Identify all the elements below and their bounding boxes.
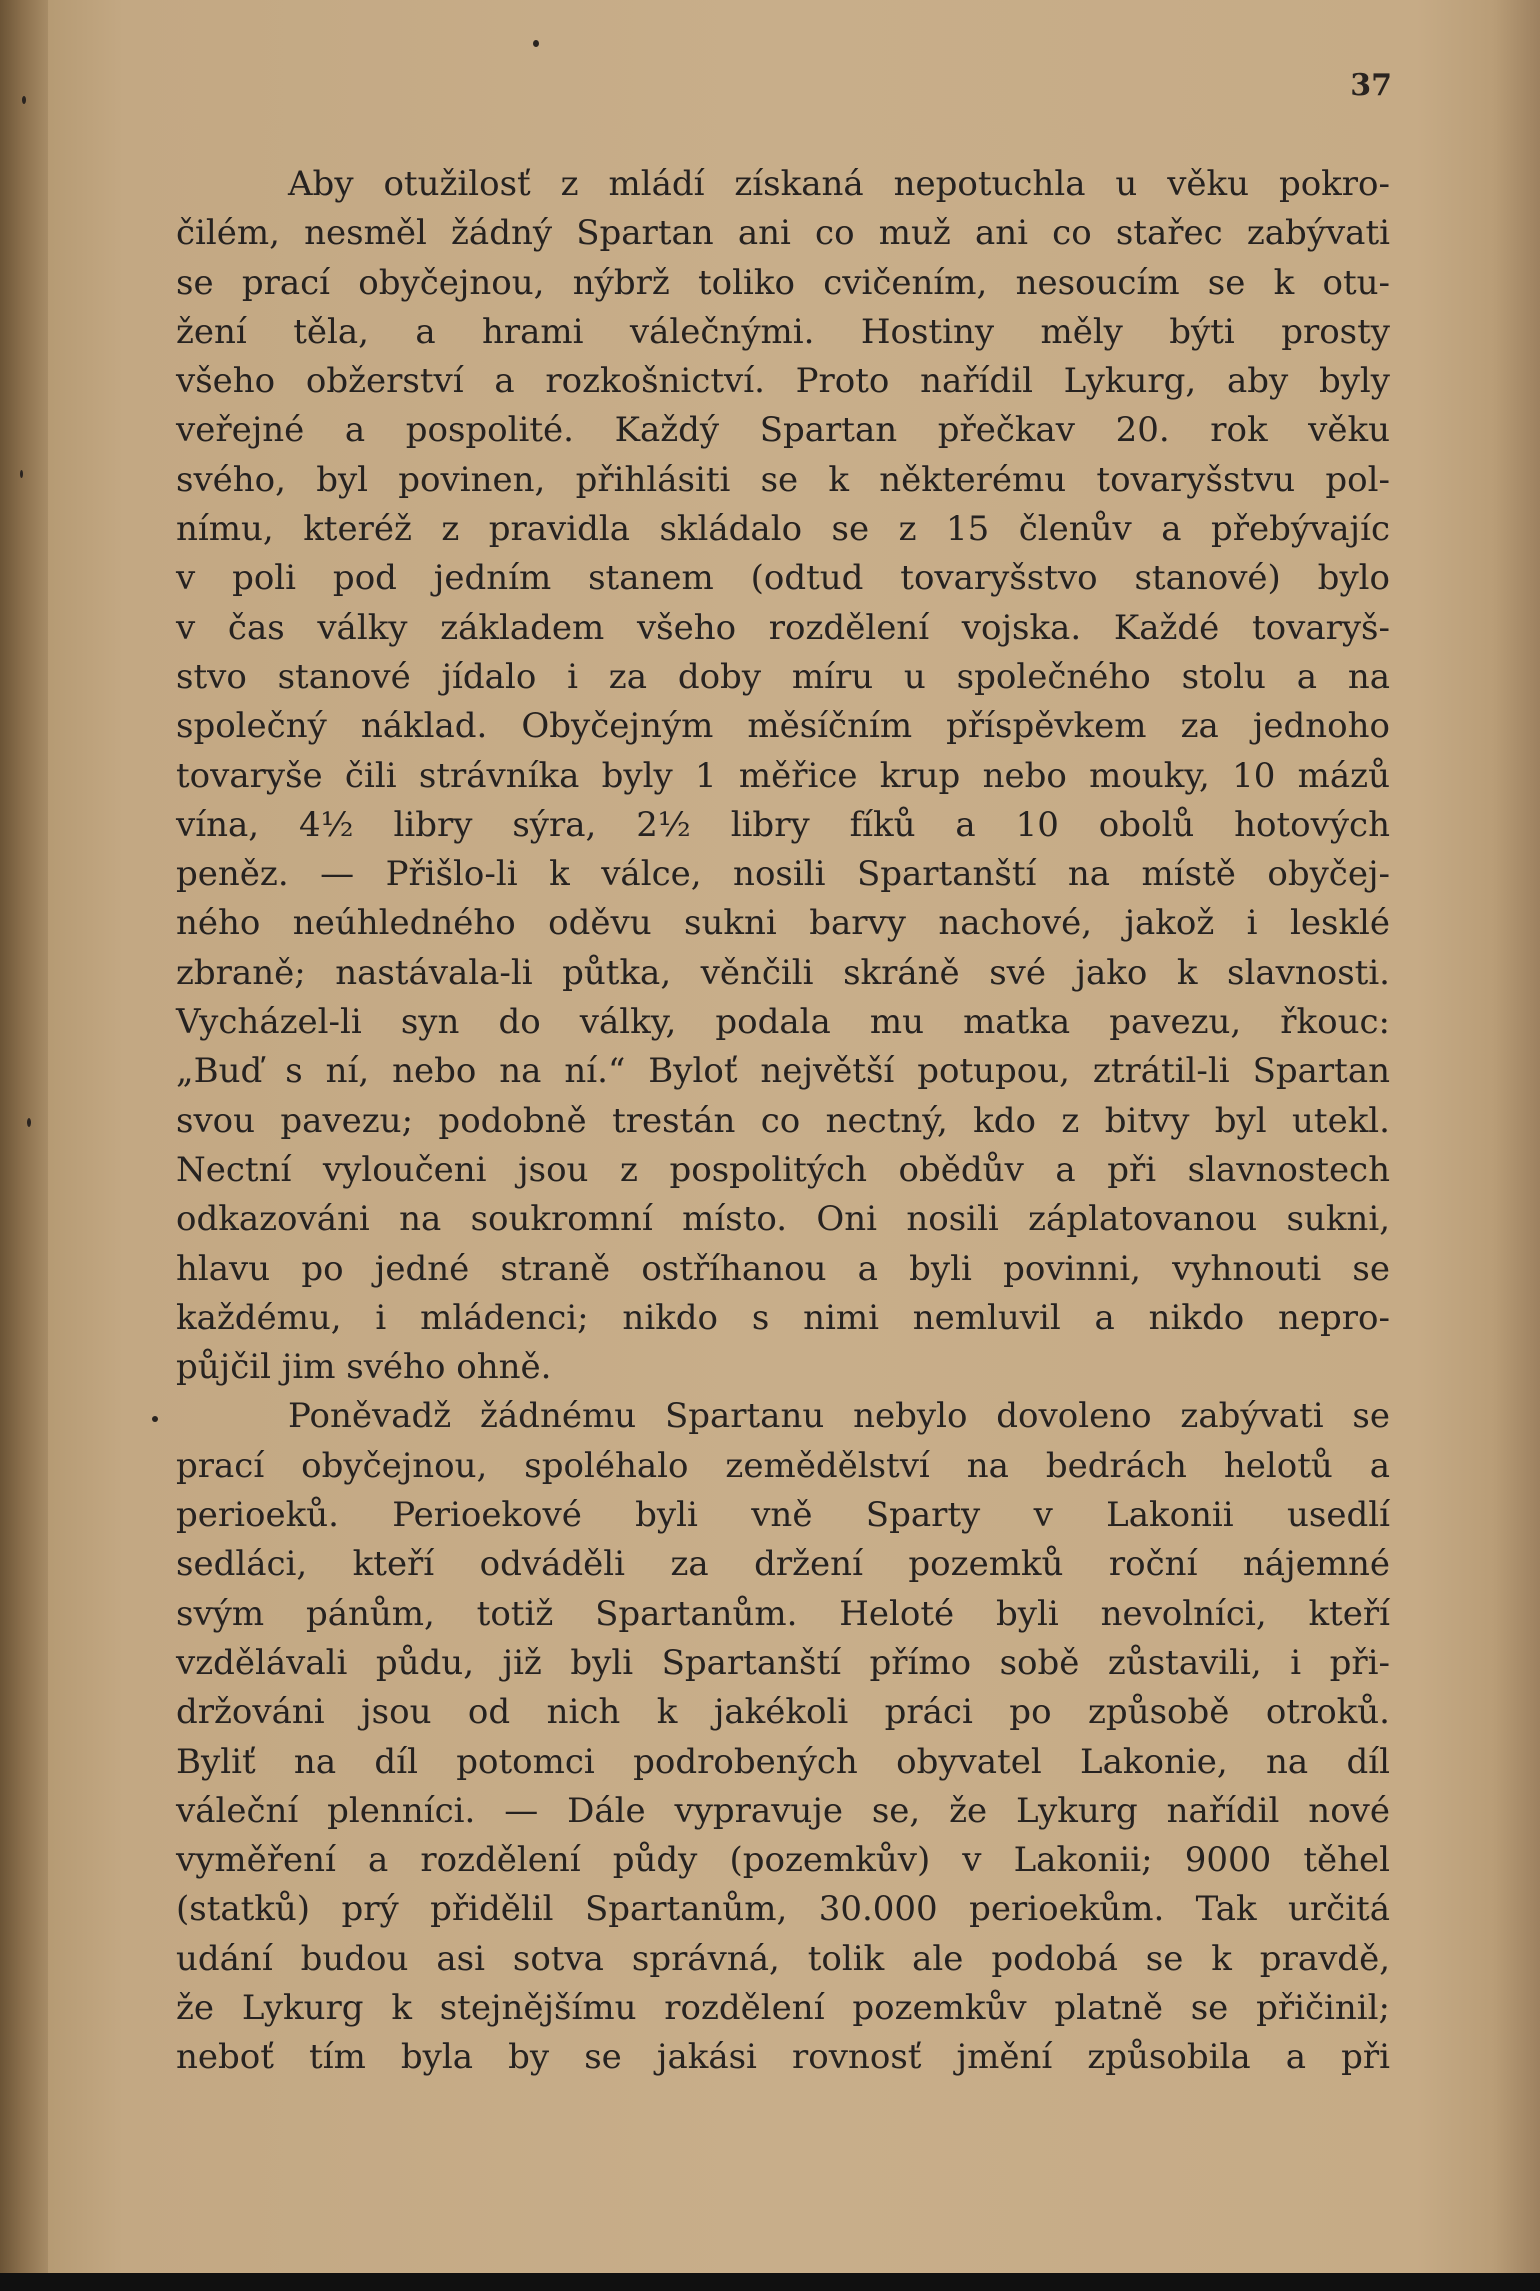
- ink-speck: [20, 470, 23, 478]
- paragraph-1-line-11: stvo stanové jídalo i za doby míru u společného stolu a na: [176, 656, 1390, 697]
- paragraph-1-line-10: v čas války základem všeho rozdělení vojska. Každé tovaryš-: [176, 607, 1390, 648]
- ink-speck: [152, 1416, 158, 1422]
- paragraph-1-line-4: žení těla, a hrami válečnými. Hostiny měly býti prosty: [176, 311, 1390, 352]
- paragraph-1-line-20: svou pavezu; podobně trestán co nectný, kdo z bitvy byl utekl.: [176, 1100, 1390, 1141]
- paragraph-1-line-3: se prací obyčejnou, nýbrž toliko cvičením, nesoucím se k otu-: [176, 262, 1390, 303]
- body-text: [176, 160, 1390, 2083]
- paragraph-2-line-5: svým pánům, totiž Spartanům. Heloté byli nevolníci, kteří: [176, 1593, 1390, 1634]
- paragraph-1-line-14: vína, 4½ libry sýra, 2½ libry fíků a 10 obolů hotových: [176, 804, 1390, 845]
- paragraph-2-line-1: Poněvadž žádnému Spartanu nebylo dovoleno zabývati se: [288, 1396, 1390, 1437]
- paragraph-1-line-18: Vycházel-li syn do války, podala mu matka pavezu, řkouc:: [176, 1002, 1390, 1043]
- paragraph-2-line-7: držováni jsou od nich k jakékoli práci po způsobě otroků.: [176, 1692, 1390, 1733]
- paragraph-1-line-23: hlavu po jedné straně ostříhanou a byli povinni, vyhnouti se: [176, 1248, 1390, 1289]
- paragraph-2-line-12: udání budou asi sotva správná, tolik ale podobá se k pravdě,: [176, 1938, 1390, 1979]
- paragraph-2-line-14: neboť tím byla by se jakási rovnosť jmění způsobila a při: [176, 2037, 1390, 2078]
- paragraph-1-line-17: zbraně; nastávala-li půtka, věnčili skráně své jako k slavnosti.: [176, 952, 1390, 993]
- paragraph-2-line-4: sedláci, kteří odváděli za držení pozemků roční nájemné: [176, 1544, 1390, 1585]
- paragraph-2-line-2: prací obyčejnou, spoléhalo zemědělství na bedrách helotů a: [176, 1445, 1390, 1486]
- book-spine-shadow: [0, 0, 48, 2291]
- paragraph-1-line-9: v poli pod jedním stanem (odtud tovaryšstvo stanové) bylo: [176, 558, 1390, 599]
- paragraph-2-line-6: vzdělávali půdu, již byli Spartanští přímo sobě zůstavili, i při-: [176, 1642, 1390, 1683]
- page-number: 37: [1350, 68, 1392, 103]
- paragraph-1-line-6: veřejné a pospolité. Každý Spartan přečkav 20. rok věku: [176, 410, 1390, 451]
- ink-speck: [22, 96, 26, 104]
- paragraph-2-line-13: že Lykurg k stejnějšímu rozdělení pozemkův platně se přičinil;: [176, 1987, 1390, 2028]
- paragraph-1-line-1: Aby otužilosť z mládí získaná nepotuchla u věku pokro-: [288, 164, 1390, 204]
- paragraph-2-line-9: váleční plenníci. — Dále vypravuje se, že Lykurg nařídil nové: [176, 1790, 1390, 1831]
- paragraph-1-line-2: čilém, nesměl žádný Spartan ani co muž ani co stařec zabývati: [176, 213, 1390, 254]
- paragraph-2-line-11: (statků) prý přidělil Spartanům, 30.000 perioekům. Tak určitá: [176, 1889, 1390, 1930]
- scan-bottom-edge: [0, 2273, 1540, 2291]
- paragraph-1-line-22: odkazováni na soukromní místo. Oni nosili záplatovanou sukni,: [176, 1199, 1390, 1240]
- paragraph-1-line-8: nímu, kteréž z pravidla skládalo se z 15 členův a přebývajíc: [176, 509, 1390, 550]
- paragraph-2-line-8: Byliť na díl potomci podrobených obyvatel Lakonie, na díl: [176, 1741, 1390, 1782]
- ink-speck: [27, 1118, 31, 1127]
- paragraph-1-line-12: společný náklad. Obyčejným měsíčním příspěvkem za jednoho: [176, 706, 1390, 747]
- paragraph-1-line-25: půjčil jim svého ohně.: [176, 1347, 552, 1388]
- paragraph-1-line-7: svého, byl povinen, přihlásiti se k některému tovaryšstvu pol-: [176, 459, 1390, 500]
- paragraph-1-line-16: ného neúhledného oděvu sukni barvy nachové, jakož i lesklé: [176, 903, 1390, 944]
- paragraph-1-line-21: Nectní vyloučeni jsou z pospolitých obědův a při slavnostech: [176, 1149, 1390, 1190]
- paragraph-1-line-15: peněz. — Přišlo-li k válce, nosili Spartanští na místě obyčej-: [176, 854, 1390, 895]
- paragraph-1-line-19: „Buď s ní, nebo na ní.“ Byloť největší potupou, ztrátil-li Spartan: [176, 1051, 1390, 1092]
- paragraph-2-line-10: vyměření a rozdělení půdy (pozemkův) v Lakonii; 9000 těhel: [176, 1840, 1390, 1881]
- paragraph-2-line-3: perioeků. Perioekové byli vně Sparty v Lakonii usedlí: [176, 1495, 1390, 1536]
- ink-speck: [533, 40, 539, 47]
- paragraph-1-line-24: každému, i mládenci; nikdo s nimi nemluvil a nikdo nepro-: [176, 1297, 1390, 1338]
- paragraph-1-line-13: tovaryše čili strávníka byly 1 měřice krup nebo mouky, 10 mázů: [176, 755, 1390, 796]
- paragraph-1-line-5: všeho obžerství a rozkošnictví. Proto nařídil Lykurg, aby byly: [176, 361, 1390, 402]
